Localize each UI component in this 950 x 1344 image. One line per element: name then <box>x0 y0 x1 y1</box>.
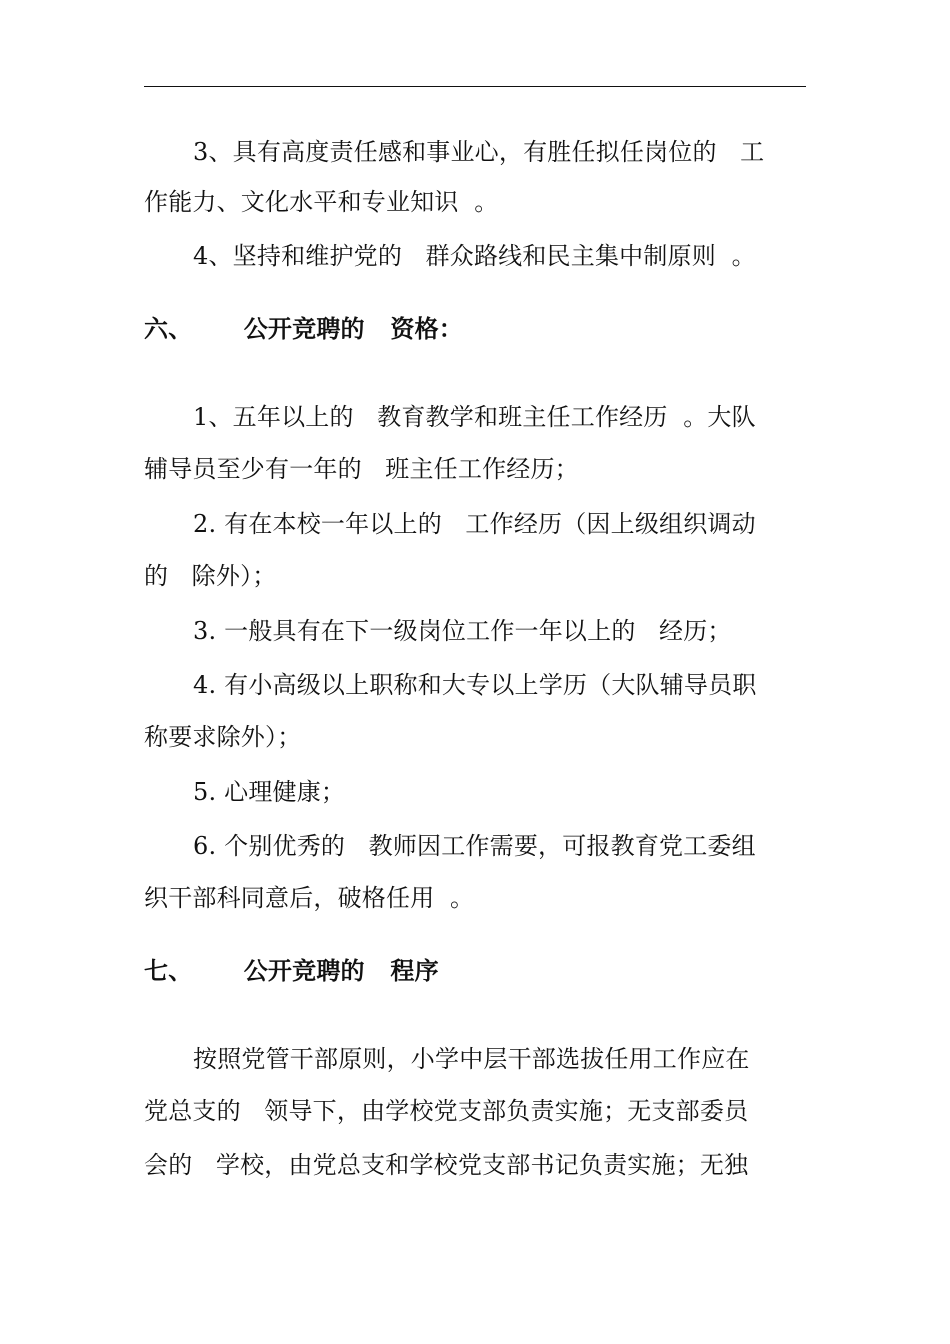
eligibility-item-1-line-1: 1、五年以上的 教育教学和班主任工作经历 。大队 <box>193 403 756 431</box>
eligibility-item-2-line-2: 的 除外）； <box>144 562 277 590</box>
procedure-paragraph-line-1: 按照党管干部原则，小学中层干部选拔任用工作应在 <box>193 1045 750 1073</box>
procedure-paragraph-line-3: 会的 学校，由党总支和学校党支部书记负责实施；无独 <box>144 1151 749 1179</box>
eligibility-item-1-line-2: 辅导员至少有一年的 班主任工作经历； <box>144 455 579 483</box>
eligibility-item-6-line-1: 6. 个别优秀的 教师因工作需要，可报教育党工委组 <box>193 832 756 860</box>
section-heading-6: 六、 公开竞聘的 资格： <box>144 314 463 343</box>
eligibility-item-4-line-2: 称要求除外）； <box>144 723 302 751</box>
eligibility-item-5: 5. 心理健康； <box>193 778 346 806</box>
qualification-item-3-line-1: 3、具有高度责任感和事业心，有胜任拟任岗位的 工 <box>193 138 765 166</box>
header-rule <box>144 86 806 87</box>
eligibility-item-4-line-1: 4. 有小高级以上职称和大专以上学历（大队辅导员职 <box>193 671 757 699</box>
qualification-item-3-line-2: 作能力、文化水平和专业知识 。 <box>144 188 499 216</box>
section-heading-7: 七、 公开竞聘的 程序 <box>144 956 439 985</box>
qualification-item-4: 4、坚持和维护党的 群众路线和民主集中制原则 。 <box>193 242 756 270</box>
procedure-paragraph-line-2: 党总支的 领导下，由学校党支部负责实施；无支部委员 <box>144 1097 749 1125</box>
eligibility-item-6-line-2: 织干部科同意后，破格任用 。 <box>144 884 475 912</box>
eligibility-item-2-line-1: 2. 有在本校一年以上的 工作经历（因上级组织调动 <box>193 510 756 538</box>
eligibility-item-3: 3. 一般具有在下一级岗位工作一年以上的 经历； <box>193 617 732 645</box>
